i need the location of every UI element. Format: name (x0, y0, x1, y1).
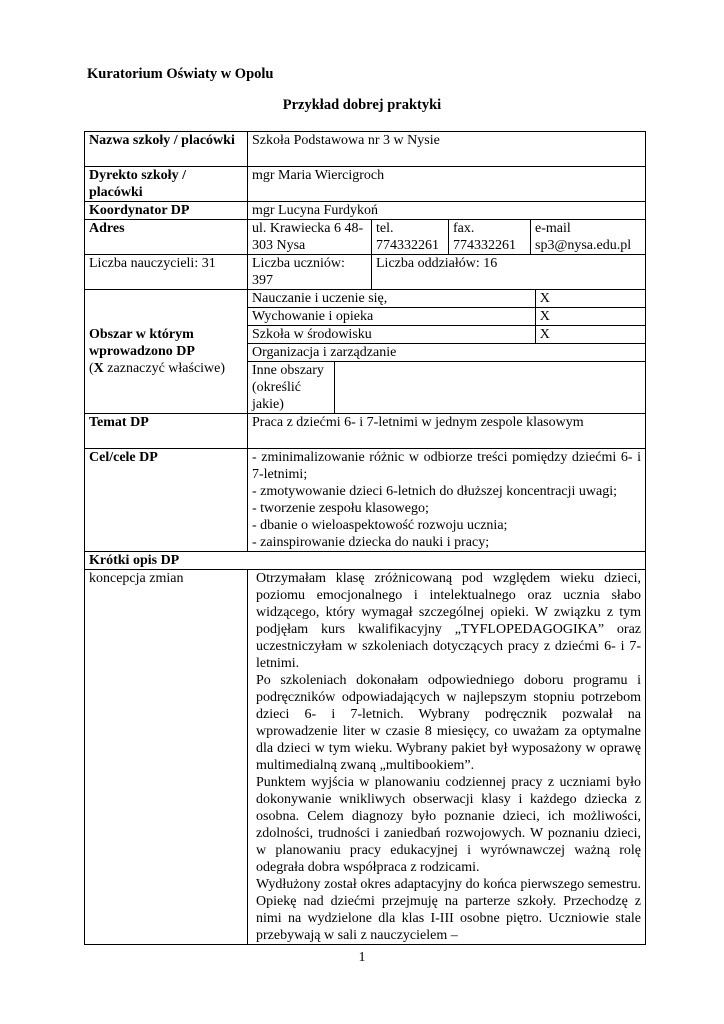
school-value: Szkoła Podstawowa nr 3 w Nysie (248, 132, 646, 167)
description-paragraph: Punktem wyjścia w planowaniu codziennej pracy z uczniami było dokonywanie wnikliwych obserwacji klasy i każdego dziecka z osobna. Celem diagnozy było poznanie dzieci, ich możliwości, zdolności, trudności i zaniedbań rozwojowych. W poznaniu dzieci, w planowaniu pracy edukacyjnej i wyrównawczej ważną rolę odegrała dobra współpraca z rodzicami. (256, 775, 642, 875)
row-director (85, 167, 646, 202)
area-option-mark: X (535, 308, 645, 326)
description-label: koncepcja zmian (85, 570, 248, 945)
coordinator-value: mgr Lucyna Furdykoń (248, 202, 646, 220)
fax-value: fax. 774332261 (449, 220, 531, 255)
page-number: 1 (358, 950, 366, 965)
goal-item: - dbanie o wieloaspektowość rozwoju ucznia; (252, 518, 508, 533)
practice-form-table (84, 131, 646, 945)
area-option (248, 290, 646, 308)
goal-item: - zmotywowanie dzieci 6-letnich do dłuższej koncentracji uwagi; (252, 484, 618, 499)
description-paragraph: Po szkoleniach dokonałam odpowiedniego doboru programu i podręczników odpowiadających w najlepszym stopniu potrzebom dzieci 6- i 7-letnich. Wybrany podręcznik pozwalał na wprowadzenie liter w czasie 8 miesięcy, co uważam za optymalne dla dzieci w tym wieku. Wybrany pakiet był wyposażony w oprawę multimedialną zwaną „multibookiem”. (256, 673, 642, 773)
area-option-other (248, 362, 646, 414)
phone-value: tel. 774332261 (372, 220, 449, 255)
row-coordinator (85, 202, 646, 220)
area-option-label: Nauczanie i uczenie się, (248, 290, 536, 308)
area-option-mark: X (535, 290, 645, 308)
coordinator-label: Koordynator DP (85, 202, 248, 220)
row-counts (85, 255, 646, 290)
area-other-value (335, 362, 646, 414)
teachers-count: Liczba nauczycieli: 31 (85, 255, 248, 290)
director-value: mgr Maria Wiercigroch (248, 167, 646, 202)
address-label: Adres (85, 220, 248, 255)
row-school (85, 132, 646, 167)
area-label-x: X (93, 361, 104, 376)
area-label (85, 290, 248, 414)
address-value: ul. Krawiecka 6 48-303 Nysa (248, 220, 372, 255)
area-option (248, 344, 646, 362)
row-description-heading (85, 552, 646, 570)
header-institution: Kuratorium Oświaty w Opolu (87, 66, 274, 82)
area-option-label: Organizacja i zarządzanie (248, 344, 646, 362)
row-goals (85, 449, 646, 552)
area-option-mark: X (535, 326, 645, 344)
document-title: Przykład dobrej praktyki (282, 97, 442, 113)
area-options-table (248, 290, 646, 414)
area-option-label: Szkoła w środowisku (248, 326, 536, 344)
area-options (248, 290, 646, 414)
row-address (85, 220, 646, 255)
description-paragraph: Otrzymałam klasę zróżnicowaną pod względem wieku dzieci, poziomu emocjonalnego i intelektualnego oraz ucznia słabo widzącego, który wymagał szczególnej opieki. W związku z tym podjęłam kurs kwalifikacyjny „TYFLOPEDAGOGIKA” oraz uczestniczyłam w szkoleniach dotyczących pracy z dziećmi 6- i 7-letnimi. (256, 571, 642, 671)
director-label: Dyrekto szkoły / placówki (85, 167, 248, 202)
row-description (85, 570, 646, 945)
goal-item: - zminimalizowanie różnic w odbiorze treści pomiędzy dziećmi 6- i 7-letnimi; (252, 450, 642, 482)
area-label-bold: Obszar w którym wprowadzono DP (89, 327, 195, 359)
area-option (248, 308, 646, 326)
row-topic (85, 414, 646, 449)
topic-label: Temat DP (85, 414, 248, 449)
email-value: e-mail sp3@nysa.edu.pl (531, 220, 646, 255)
goals-list (248, 449, 646, 552)
area-option (248, 326, 646, 344)
classes-count: Liczba oddziałów: 16 (372, 255, 646, 290)
area-label-rest: zaznaczyć właściwe) (103, 361, 226, 376)
description-paragraph: Wydłużony został okres adaptacyjny do końca pierwszego semestru. Opiekę nad dziećmi przejmuję na parterze szkoły. Przechodzę z nimi na wydzielone dla klas I-III osobne piętro. Uczniowie stale przebywają w sali z nauczycielem – (256, 877, 642, 943)
goals-label: Cel/cele DP (85, 449, 248, 552)
area-option-label: Wychowanie i opieka (248, 308, 536, 326)
school-label: Nazwa szkoły / placówki (85, 132, 248, 167)
area-label-open: ( (89, 361, 94, 376)
students-count: Liczba uczniów: 397 (248, 255, 372, 290)
goal-item: - zainspirowanie dziecka do nauki i pracy; (252, 535, 490, 550)
row-area (85, 290, 646, 414)
description-text (248, 570, 646, 945)
area-other-label: Inne obszary (określić jakie) (248, 362, 335, 414)
goal-item: - tworzenie zespołu klasowego; (252, 501, 429, 516)
topic-value: Praca z dziećmi 6- i 7-letnimi w jednym zespole klasowym (248, 414, 646, 449)
description-heading: Krótki opis DP (85, 552, 646, 570)
